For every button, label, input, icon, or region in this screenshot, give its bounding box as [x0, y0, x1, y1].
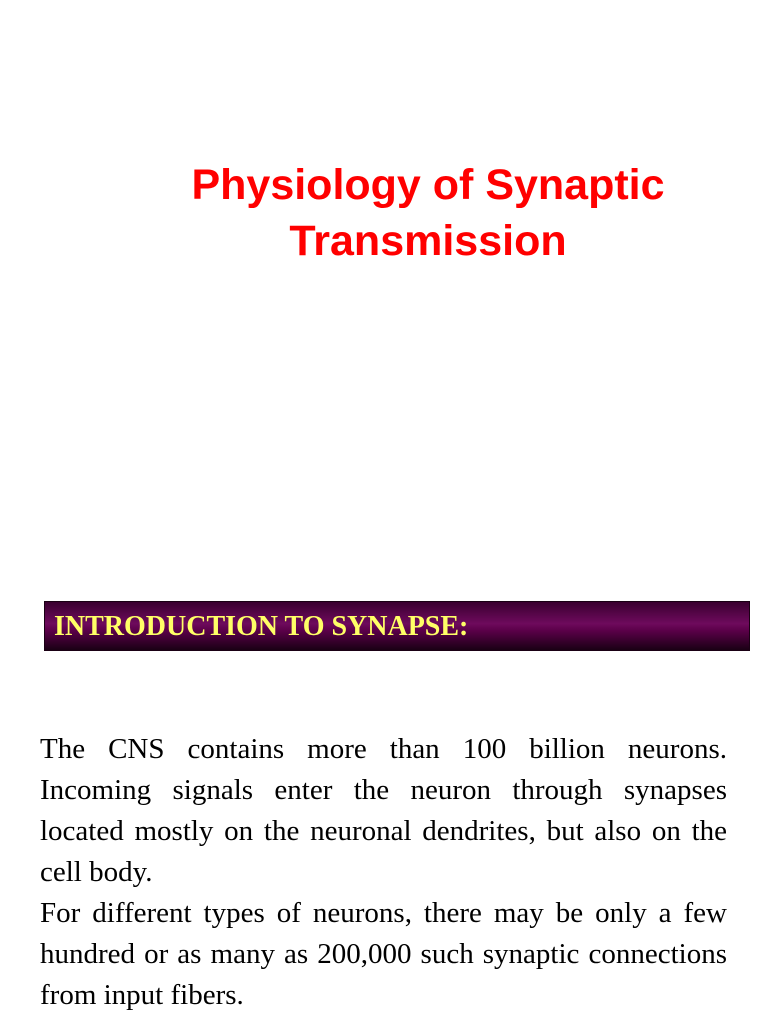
paragraph-2: For different types of neurons, there may be only a few hundred or as many as 200,000 such synaptic connections from input fibers.: [40, 897, 727, 1011]
section-heading: INTRODUCTION TO SYNAPSE:: [54, 611, 469, 642]
title-line-1: Physiology of Synaptic: [191, 161, 665, 209]
body-text: [40, 729, 727, 1016]
page-title: [100, 157, 756, 269]
title-line-2: Transmission: [289, 217, 567, 265]
section-banner: [44, 601, 750, 651]
paragraph-1: The CNS contains more than 100 billion neurons. Incoming signals enter the neuron through synapses located mostly on the neuronal dendrites, but also on the cell body.: [40, 733, 727, 888]
